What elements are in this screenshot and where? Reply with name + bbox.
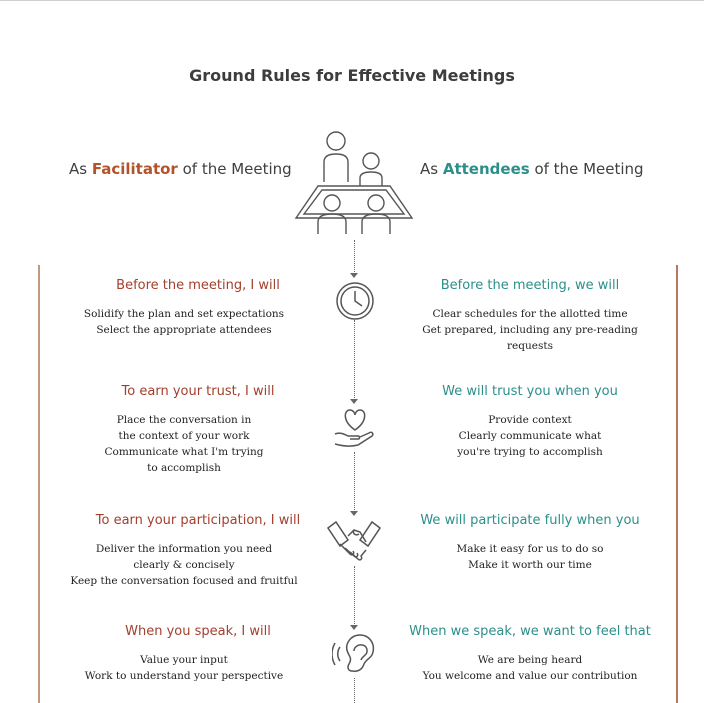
facilitator-heading-before: Before the meeting, I will bbox=[116, 278, 280, 293]
connector-arrow bbox=[350, 273, 358, 278]
attendee-points-speak: We are being heard You welcome and value our contribution bbox=[422, 654, 638, 682]
connector-line bbox=[354, 678, 355, 703]
attendee-points-trust: Provide context Clearly communicate what you're trying to accomplish bbox=[457, 414, 603, 458]
facilitator-points-speak: Value your input Work to understand your perspective bbox=[84, 654, 284, 682]
facilitator-points-trust: Place the conversation in the context of your work Communicate what I'm trying to accomplish bbox=[104, 414, 264, 474]
attendee-heading-participation: We will participate fully when you bbox=[420, 513, 640, 528]
top-border bbox=[0, 0, 704, 1]
attendee-points-before: Clear schedules for the allotted time Get prepared, including any pre-reading requests bbox=[422, 308, 638, 352]
attendee-heading-trust: We will trust you when you bbox=[442, 384, 618, 399]
handshake-icon bbox=[326, 518, 382, 564]
connector-arrow bbox=[350, 625, 358, 630]
connector-line bbox=[354, 240, 355, 274]
facilitator-heading-participation: To earn your participation, I will bbox=[95, 513, 301, 528]
facilitator-role: Facilitator bbox=[91, 160, 178, 178]
page-title: Ground Rules for Effective Meetings bbox=[189, 66, 515, 85]
heart-hand-icon bbox=[332, 404, 378, 450]
facilitator-heading-speak: When you speak, I will bbox=[125, 624, 271, 639]
connector-line bbox=[354, 320, 355, 400]
attendees-label: As Attendees of the Meeting bbox=[420, 160, 644, 178]
connector-arrow bbox=[350, 511, 358, 516]
connector-line bbox=[354, 452, 355, 512]
attendees-role: Attendees bbox=[442, 160, 530, 178]
attendee-heading-speak: When we speak, we want to feel that bbox=[409, 624, 651, 639]
facilitator-label: As Facilitator of the Meeting bbox=[69, 160, 292, 178]
attendee-points-participation: Make it easy for us to do so Make it worth our time bbox=[456, 543, 604, 571]
meeting-table-icon bbox=[292, 130, 416, 240]
clock-icon bbox=[334, 280, 376, 322]
ear-icon bbox=[332, 631, 378, 677]
facilitator-points-before: Solidify the plan and set expectations Select the appropriate attendees bbox=[83, 308, 285, 336]
attendee-heading-before: Before the meeting, we will bbox=[440, 278, 620, 293]
facilitator-points-participation: Deliver the information you need clearly & concisely Keep the conversation focused and fruitful bbox=[70, 543, 298, 587]
connector-line bbox=[354, 566, 355, 626]
facilitator-heading-trust: To earn your trust, I will bbox=[121, 384, 275, 399]
